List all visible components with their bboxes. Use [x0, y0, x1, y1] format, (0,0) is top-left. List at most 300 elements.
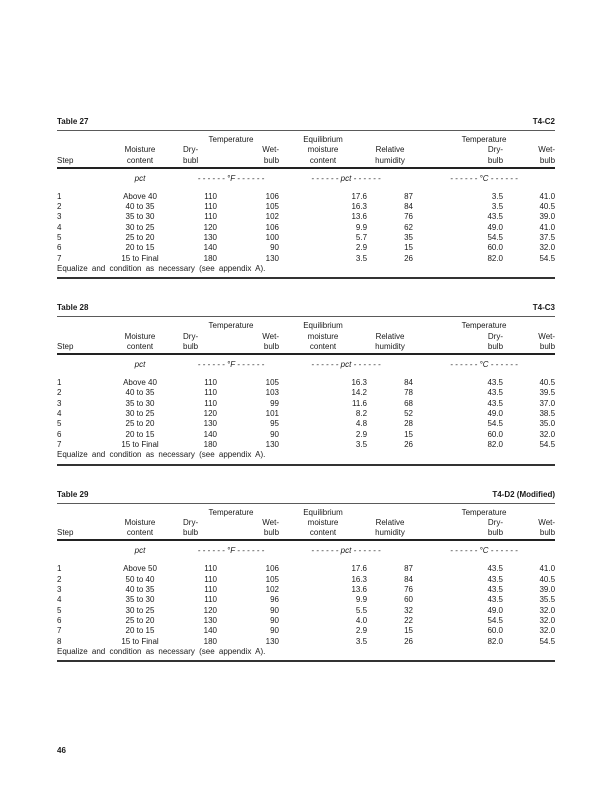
header-row [57, 332, 555, 342]
header-row [57, 131, 555, 146]
table-row [57, 606, 555, 616]
cell: 15 to Final [121, 253, 159, 263]
cell: 16.3 [351, 378, 368, 388]
cell: 39.5 [539, 388, 556, 398]
cell: 180 [203, 253, 217, 263]
cell: 17.6 [351, 564, 368, 574]
cell: 3.5 [355, 636, 368, 646]
units-row [57, 168, 555, 190]
cell: 40.5 [539, 378, 556, 388]
cell: 68 [404, 398, 414, 408]
cell: 90 [270, 429, 280, 439]
cell: 22 [404, 615, 414, 625]
col-header-emc: content [279, 342, 367, 354]
table-27-section [57, 117, 555, 279]
table-row [57, 243, 555, 253]
col-header-wet-bulb-f: bulb [217, 528, 279, 540]
cell: 8.2 [355, 409, 368, 419]
cell: 15 [404, 626, 414, 636]
cell: 87 [404, 564, 414, 574]
col-group-temperature-c: Temperature [461, 321, 507, 331]
header-row [57, 503, 555, 518]
cell: 9.9 [355, 222, 368, 232]
cell: 95 [270, 419, 280, 429]
cell: 7 [57, 253, 62, 263]
cell: 6 [57, 429, 62, 439]
cell: 35.5 [539, 595, 556, 605]
col-header-wet-bulb-f: Wet- [262, 517, 280, 527]
cell: 7 [57, 626, 62, 636]
page-number: 46 [57, 746, 66, 755]
cell: 8 [57, 636, 62, 646]
cell: 4.0 [355, 615, 368, 625]
cell: 43.5 [487, 585, 504, 595]
cell: 5.7 [355, 233, 368, 243]
col-header-relative-humidity: Relative [375, 145, 405, 155]
cell: Above 40 [123, 191, 157, 201]
cell: 130 [203, 233, 217, 243]
cell: 110 [204, 191, 217, 201]
drying-schedule-table [57, 316, 555, 465]
cell: 130 [265, 636, 280, 646]
table-row [57, 190, 555, 202]
cell: 50 to 40 [125, 574, 155, 584]
table-label: Table 27 [57, 117, 89, 126]
cell: 110 [204, 378, 217, 388]
header-cell [367, 503, 413, 518]
header-cell [57, 503, 97, 518]
cell: 4 [57, 409, 62, 419]
cell: 43.5 [487, 388, 504, 398]
col-header-dry-bulb-c: Dry- [487, 145, 504, 155]
units-row [57, 540, 555, 562]
cell: 110 [204, 595, 217, 605]
cell: 6 [57, 615, 62, 625]
footnote-row [57, 647, 555, 661]
col-header-emc: content [279, 528, 367, 540]
cell: 99 [270, 398, 280, 408]
cell: 43.5 [487, 574, 504, 584]
cell: 11.6 [352, 398, 368, 408]
col-group-temperature-f: Temperature [208, 135, 254, 144]
cell: 140 [203, 429, 217, 439]
units-row [57, 354, 555, 376]
unit-moisture-pct: pct [134, 173, 146, 183]
cell: 84 [404, 202, 414, 212]
cell: 20 to 15 [125, 243, 155, 253]
col-header-relative-humidity: Relative [375, 517, 405, 527]
header-row [57, 145, 555, 155]
cell: 102 [265, 212, 280, 222]
cell: 32.0 [539, 615, 556, 625]
cell: 43.5 [487, 378, 504, 388]
cell: 40.5 [539, 202, 556, 212]
cell: 49.0 [487, 222, 504, 232]
col-header-relative-humidity: humidity [367, 342, 413, 354]
unit-celsius: - - - - - - °C - - - - - - [450, 546, 518, 556]
cell: 32.0 [539, 243, 556, 253]
cell: 15 to Final [121, 636, 159, 646]
col-header-emc: Equilibrium [303, 507, 343, 517]
cell: 39.0 [539, 585, 556, 595]
cell: 54.5 [487, 615, 504, 625]
cell: 4.8 [355, 419, 368, 429]
col-header-emc: Equilibrium [303, 321, 343, 331]
table-row [57, 575, 555, 585]
cell: 3 [57, 585, 62, 595]
cell: 102 [265, 585, 280, 595]
cell: 32.0 [539, 605, 556, 615]
table-row [57, 233, 555, 243]
col-header-emc: moisture [307, 331, 339, 341]
table-28-caption-row [57, 303, 555, 312]
cell: 82.0 [487, 636, 504, 646]
col-header-wet-bulb-c: bulb [503, 528, 555, 540]
cell: 49.0 [487, 605, 504, 615]
cell: 76 [404, 212, 414, 222]
header-cell [367, 131, 413, 146]
cell: 130 [203, 419, 217, 429]
cell [57, 540, 97, 562]
table-29-section [57, 490, 555, 663]
unit-pct: - - - - - - pct - - - - - - [311, 360, 381, 370]
cell: 13.6 [351, 212, 368, 222]
cell: 20 to 15 [125, 626, 155, 636]
cell [57, 354, 97, 376]
col-header-relative-humidity: humidity [367, 156, 413, 168]
cell: 54.5 [487, 233, 504, 243]
cell: 130 [265, 439, 280, 449]
cell: 105 [265, 574, 280, 584]
col-header-step: Step [57, 528, 97, 540]
cell: 20 to 15 [125, 429, 155, 439]
cell: 4 [57, 595, 62, 605]
cell: 101 [265, 409, 280, 419]
col-header-step: Step [57, 342, 97, 354]
cell: 35 to 30 [125, 595, 155, 605]
cell: 37.5 [539, 233, 556, 243]
cell: 82.0 [487, 253, 504, 263]
unit-celsius: - - - - - - °C - - - - - - [450, 173, 518, 183]
table-row [57, 440, 555, 450]
cell: 87 [404, 191, 414, 201]
col-header-wet-bulb-c: Wet- [538, 331, 556, 341]
table-row [57, 585, 555, 595]
cell: 60.0 [487, 429, 504, 439]
col-header-moisture: content [97, 342, 183, 354]
table-27-caption-row [57, 117, 555, 126]
cell: 76 [404, 585, 414, 595]
cell: 84 [404, 574, 414, 584]
footnote: Equalize and condition as necessary (see appendix A). [57, 646, 266, 656]
cell: 26 [404, 439, 414, 449]
cell: 28 [404, 419, 414, 429]
cell: 105 [265, 378, 280, 388]
cell: 37.0 [539, 398, 556, 408]
col-header-wet-bulb-f: bulb [217, 342, 279, 354]
header-cell [57, 317, 97, 332]
cell: 90 [270, 615, 280, 625]
cell: 78 [404, 388, 414, 398]
col-header-wet-bulb-f: Wet- [262, 145, 280, 155]
cell: 60 [404, 595, 414, 605]
cell: 130 [265, 253, 280, 263]
cell: 2.9 [355, 429, 368, 439]
cell: 3.5 [355, 253, 368, 263]
table-row [57, 254, 555, 264]
cell: 17.6 [351, 191, 368, 201]
schedule-code: T4-D2 (Modified) [492, 489, 555, 499]
table-row [57, 595, 555, 605]
cell: 110 [204, 212, 217, 222]
cell: 15 [404, 429, 414, 439]
cell: 15 to Final [121, 439, 159, 449]
col-group-temperature-f: Temperature [208, 507, 254, 517]
col-group-temperature-c: Temperature [461, 507, 507, 517]
table-row [57, 637, 555, 647]
cell: 5 [57, 605, 62, 615]
table-row [57, 376, 555, 388]
cell: 1 [57, 378, 62, 388]
cell: 5 [57, 419, 62, 429]
table-row [57, 212, 555, 222]
cell: 90 [270, 626, 280, 636]
cell: 40.5 [539, 574, 556, 584]
col-header-relative-humidity: humidity [367, 528, 413, 540]
cell: 106 [265, 222, 280, 232]
cell: 25 to 20 [125, 419, 155, 429]
header-cell [367, 317, 413, 332]
col-header-dry-bulb-f: Dry- [183, 145, 199, 155]
cell: 1 [57, 191, 62, 201]
cell: 3 [57, 398, 62, 408]
cell: 120 [203, 605, 217, 615]
cell: 14.2 [351, 388, 368, 398]
cell: 120 [203, 409, 217, 419]
col-header-dry-bulb-c: bulb [413, 156, 503, 168]
cell: 43.5 [487, 398, 504, 408]
header-cell [57, 145, 97, 155]
unit-pct: - - - - - - pct - - - - - - [311, 546, 381, 556]
col-header-wet-bulb-c: Wet- [538, 517, 556, 527]
cell: 32.0 [539, 626, 556, 636]
table-row [57, 562, 555, 574]
col-header-dry-bulb-f: Dry- [183, 331, 199, 341]
header-cell [97, 503, 183, 518]
cell: 106 [265, 191, 280, 201]
cell: Above 50 [123, 564, 157, 574]
cell: 54.5 [539, 439, 556, 449]
cell: 3.5 [355, 439, 368, 449]
col-header-dry-bulb-c: Dry- [487, 517, 504, 527]
cell: 54.5 [539, 636, 556, 646]
cell: 110 [204, 202, 217, 212]
schedule-code: T4-C3 [532, 303, 555, 313]
footnote-row [57, 450, 555, 464]
cell: 30 to 25 [125, 605, 155, 615]
cell [57, 168, 97, 190]
table-row [57, 626, 555, 636]
cell: 49.0 [487, 409, 504, 419]
cell: 180 [203, 439, 217, 449]
col-header-step: Step [57, 156, 97, 168]
cell: 110 [204, 564, 217, 574]
cell: 2 [57, 574, 62, 584]
header-cell [57, 518, 97, 528]
cell: 9.9 [355, 595, 368, 605]
cell: 2 [57, 388, 62, 398]
drying-schedule-table [57, 503, 555, 663]
cell: Above 40 [123, 378, 157, 388]
drying-schedule-table [57, 130, 555, 279]
cell: 96 [270, 595, 280, 605]
cell: 25 to 20 [125, 233, 155, 243]
table-row [57, 430, 555, 440]
cell: 30 to 25 [125, 222, 155, 232]
cell: 110 [204, 585, 217, 595]
col-header-moisture: Moisture [124, 331, 156, 341]
col-group-temperature-f: Temperature [208, 321, 254, 331]
cell: 43.5 [487, 595, 504, 605]
cell: 5.5 [355, 605, 368, 615]
header-row [57, 317, 555, 332]
unit-celsius: - - - - - - °C - - - - - - [450, 360, 518, 370]
cell: 41.0 [539, 564, 556, 574]
cell: 41.0 [539, 191, 556, 201]
col-header-dry-bulb-c: bulb [413, 342, 503, 354]
cell: 38.5 [539, 409, 556, 419]
cell: 32 [404, 605, 414, 615]
cell: 3.5 [491, 202, 504, 212]
table-28-section [57, 303, 555, 465]
footnote: Equalize and condition as necessary (see appendix A). [57, 450, 266, 460]
cell: 16.3 [351, 202, 368, 212]
cell: 2.9 [355, 243, 368, 253]
cell: 43.5 [487, 212, 504, 222]
cell: 40 to 35 [125, 585, 155, 595]
cell: 110 [204, 398, 217, 408]
col-header-dry-bulb-f: Dry- [183, 517, 199, 527]
table-row [57, 409, 555, 419]
table-row [57, 223, 555, 233]
cell: 30 to 25 [125, 409, 155, 419]
header-row [57, 518, 555, 528]
unit-fahrenheit: - - - - - - °F - - - - - - [197, 173, 265, 183]
table-label: Table 28 [57, 303, 89, 313]
header-row [57, 528, 555, 540]
cell: 100 [265, 233, 280, 243]
footnote: Equalize and condition as necessary (see appendix A). [57, 263, 266, 273]
cell: 16.3 [351, 574, 368, 584]
cell: 90 [270, 605, 280, 615]
header-cell [57, 131, 97, 146]
cell: 25 to 20 [125, 615, 155, 625]
footnote-row [57, 264, 555, 278]
table-row [57, 399, 555, 409]
cell: 4 [57, 222, 62, 232]
col-header-wet-bulb-f: Wet- [262, 331, 280, 341]
cell: 2 [57, 202, 62, 212]
col-header-wet-bulb-f: bulb [217, 156, 279, 168]
cell: 110 [204, 574, 217, 584]
cell: 140 [203, 243, 217, 253]
cell: 62 [404, 222, 414, 232]
col-header-moisture: content [97, 528, 183, 540]
cell: 60.0 [487, 243, 504, 253]
cell: 3.5 [491, 191, 504, 201]
unit-fahrenheit: - - - - - - °F - - - - - - [197, 546, 265, 556]
cell: 84 [404, 378, 414, 388]
cell: 105 [265, 202, 280, 212]
cell: 6 [57, 243, 62, 253]
col-header-moisture: Moisture [124, 517, 156, 527]
cell: 130 [203, 615, 217, 625]
cell: 110 [204, 388, 217, 398]
cell: 35 to 30 [125, 398, 155, 408]
cell: 26 [404, 253, 414, 263]
header-row [57, 156, 555, 168]
col-header-emc: moisture [307, 145, 339, 155]
table-row [57, 419, 555, 429]
cell: 35 [404, 233, 414, 243]
col-header-dry-bulb-f: bubl [183, 156, 217, 168]
schedule-code: T4-C2 [532, 117, 555, 126]
col-header-wet-bulb-c: bulb [503, 156, 555, 168]
cell: 180 [203, 636, 217, 646]
header-cell [97, 131, 183, 146]
table-row [57, 202, 555, 212]
col-group-temperature-c: Temperature [461, 135, 507, 144]
cell: 41.0 [539, 222, 556, 232]
cell: 3 [57, 212, 62, 222]
cell: 90 [270, 243, 280, 253]
table-row [57, 616, 555, 626]
cell: 106 [265, 564, 280, 574]
table-label: Table 29 [57, 489, 89, 499]
cell: 26 [404, 636, 414, 646]
cell: 40 to 35 [125, 202, 155, 212]
col-header-moisture: content [97, 156, 183, 168]
col-header-relative-humidity: Relative [375, 331, 405, 341]
cell: 15 [404, 243, 414, 253]
table-row [57, 388, 555, 398]
col-header-wet-bulb-c: bulb [503, 342, 555, 354]
cell: 5 [57, 233, 62, 243]
cell: 140 [203, 626, 217, 636]
cell: 52 [404, 409, 414, 419]
cell: 35 to 30 [125, 212, 155, 222]
cell: 82.0 [487, 439, 504, 449]
cell: 54.5 [539, 253, 556, 263]
col-header-dry-bulb-c: bulb [413, 528, 503, 540]
header-row [57, 342, 555, 354]
col-header-dry-bulb-f: bulb [183, 342, 217, 354]
cell: 35.0 [539, 419, 556, 429]
table-29-caption-row [57, 490, 555, 499]
cell: 43.5 [487, 564, 504, 574]
unit-moisture-pct: pct [134, 546, 146, 556]
header-cell [57, 332, 97, 342]
cell: 2.9 [355, 626, 368, 636]
cell: 7 [57, 439, 62, 449]
unit-pct: - - - - - - pct - - - - - - [311, 173, 381, 183]
cell: 103 [265, 388, 280, 398]
cell: 40 to 35 [125, 388, 155, 398]
col-header-emc: Equilibrium [303, 135, 343, 144]
cell: 60.0 [487, 626, 504, 636]
header-cell [97, 317, 183, 332]
unit-fahrenheit: - - - - - - °F - - - - - - [197, 360, 265, 370]
